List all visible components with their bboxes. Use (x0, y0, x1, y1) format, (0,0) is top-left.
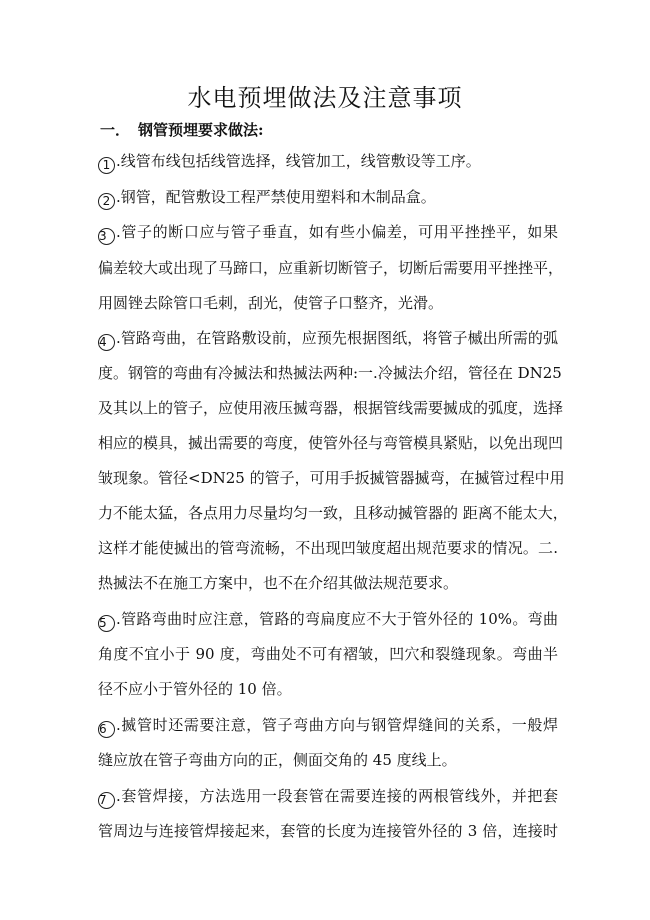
item-text: .管路弯曲时应注意，管路的弯扁度应不大于管外径的 10%。弯曲 (116, 610, 558, 628)
item-text: .套管焊接，方法选用一段套管在需要连接的两根管线外，并把套 (116, 787, 558, 805)
item-1-marker: 1 (98, 157, 115, 174)
section-number: 一． (100, 121, 131, 139)
item-5-line-1 (98, 609, 558, 632)
item-3-marker: 3 (98, 228, 115, 245)
item-4-line-7: 这样才能使揻出的管弯流畅，不出现凹皱度超出规范要求的情况。二. (98, 539, 558, 557)
item-4-line-5: 皱现象。管径<DN25 的管子，可用手扳揻管器揻弯，在揻管过程中用 (98, 469, 565, 487)
item-text: .揻管时还需要注意，管子弯曲方向与钢管焊缝间的关系，一般焊 (116, 716, 558, 734)
item-7-line-1 (98, 786, 558, 809)
item-text: .钢管，配管敷设工程严禁使用塑料和木制品盒。 (116, 188, 436, 206)
item-4-line-6: 力不能太猛，各点用力尽量均匀一致，且移动揻管器的 距离不能太大， (98, 504, 568, 522)
item-text: .管子的断口应与管子垂直，如有些小偏差，可用平挫挫平，如果 (116, 223, 558, 241)
item-4-line-1 (98, 328, 558, 351)
item-3-line-1 (98, 222, 558, 245)
item-text: .线管布线包括线管选择，线管加工，线管敷设等工序。 (116, 152, 481, 170)
item-7-line-2: 管周边与连接管焊接起来，套管的长度为连接管外径的 3 倍，连接时 (98, 822, 558, 840)
item-5-marker: 5 (98, 615, 115, 632)
section-heading (100, 120, 264, 140)
item-1-line-1 (98, 151, 558, 174)
item-6-line-1 (98, 715, 558, 738)
item-4-line-3: 及其以上的管子，应使用液压揻弯器，根据管线需要揻成的弧度，选择 (98, 399, 564, 417)
item-4-line-4: 相应的模具，揻出需要的弯度，使管外径与弯管模具紧贴，以免出现凹 (98, 434, 564, 452)
item-2-line-1 (98, 187, 558, 210)
item-6-line-2: 缝应放在管子弯曲方向的正，侧面交角的 45 度线上。 (98, 751, 457, 769)
item-text: .管路弯曲，在管路敷设前，应预先根据图纸，将管子槭出所需的弧 (116, 329, 558, 347)
section-title: 钢管预埋要求做法: (138, 121, 264, 139)
item-5-line-2: 角度不宜小于 90 度，弯曲处不可有褶皱，凹穴和裂缝现象。弯曲半 (98, 645, 558, 663)
item-4-line-8: 热揻法不在施工方案中，也不在介绍其做法规范要求。 (98, 574, 459, 592)
item-3-line-2: 偏差较大或出现了马蹄口，应重新切断管子，切断后需要用平挫挫平， (98, 259, 564, 277)
item-3-line-3: 用圆锉去除管口毛刺，刮光，使管子口整齐，光滑。 (98, 294, 444, 312)
item-6-marker: 6 (98, 721, 115, 738)
item-5-line-3: 径不应小于管外径的 10 倍。 (98, 680, 292, 698)
document-title: 水电预埋做法及注意事项 (187, 84, 463, 112)
item-4-line-2: 度。钢管的弯曲有冷揻法和热揻法两种:一.冷揻法介绍，管径在 DN25 (98, 364, 562, 382)
item-4-marker: 4 (98, 334, 115, 351)
item-2-marker: 2 (98, 193, 115, 210)
item-7-marker: 7 (98, 792, 115, 809)
